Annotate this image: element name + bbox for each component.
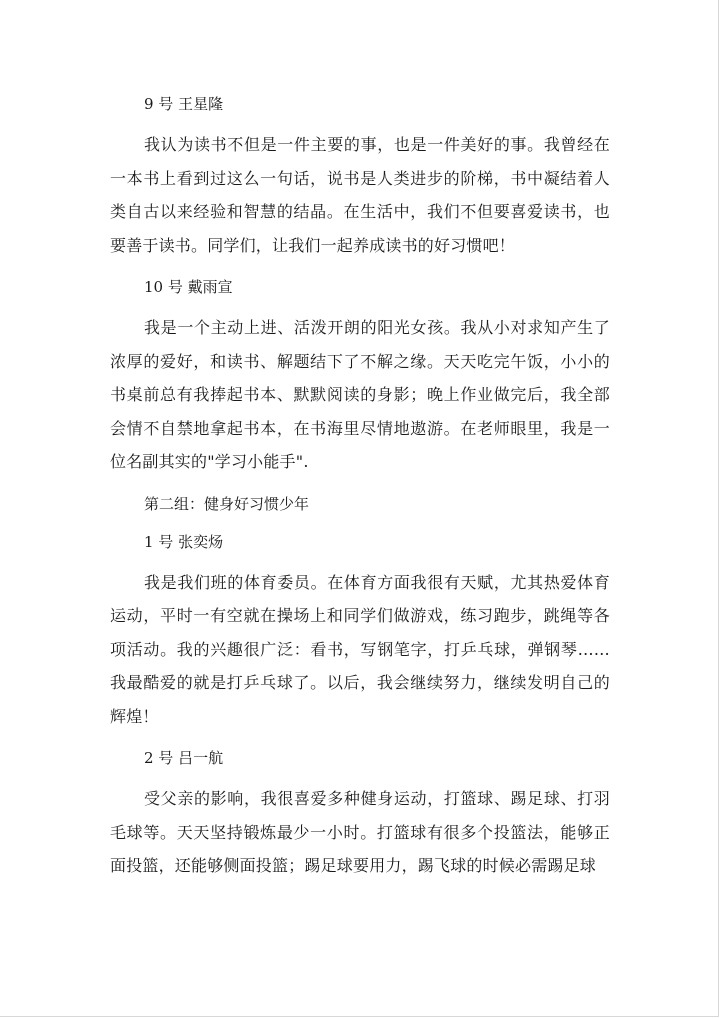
entry-heading: 1 号 张奕炀 bbox=[144, 532, 224, 551]
group-heading: 第二组：健身好习惯少年 bbox=[144, 494, 310, 513]
document-body bbox=[110, 90, 610, 894]
entry-paragraph: 我是我们班的体育委员。在体育方面我很有天赋，尤其热爱体育运动，平时一有空就在操场上和同学们做游戏，练习跑步，跳绳等各项活动。我的兴趣很广泛：看书，写钢笔字，打乒乓球，弹钢琴……我最酷爱的就是打乒乓球了。以后，我会继续努力，继续发明自己的辉煌！ bbox=[110, 572, 610, 726]
entry-paragraph: 受父亲的影响，我很喜爱多种健身运动，打篮球、踢足球、打羽毛球等。天天坚持锻炼最少一小时。打篮球有很多个投篮法，能够正面投篮，还能够侧面投篮；踢足球要用力，踢飞球的时候必需踢足球 bbox=[110, 789, 610, 875]
entry-paragraph: 我是一个主动上进、活泼开朗的阳光女孩。我从小对求知产生了浓厚的爱好，和读书、解题结下了不解之缘。天天吃完午饭，小小的书桌前总有我捧起书本、默默阅读的身影；晚上作业做完后，我全部会情不自禁地拿起书本，在书海里尽情地遨游。在老师眼里，我是一位名副其实的"学习小能手". bbox=[110, 318, 610, 471]
entry-heading: 2 号 吕一航 bbox=[144, 749, 224, 767]
entry-heading: 9 号 王星隆 bbox=[144, 95, 224, 113]
entry-paragraph: 我认为读书不但是一件主要的事，也是一件美好的事。我曾经在一本书上看到过这么一句话，说书是人类进步的阶梯，书中凝结着人类自古以来经验和智慧的结晶。在生活中，我们不但要喜爱读书，也要善于读书。同学们，让我们一起养成读书的好习惯吧！ bbox=[110, 135, 610, 255]
entry-heading: 10 号 戴雨宣 bbox=[144, 278, 233, 296]
